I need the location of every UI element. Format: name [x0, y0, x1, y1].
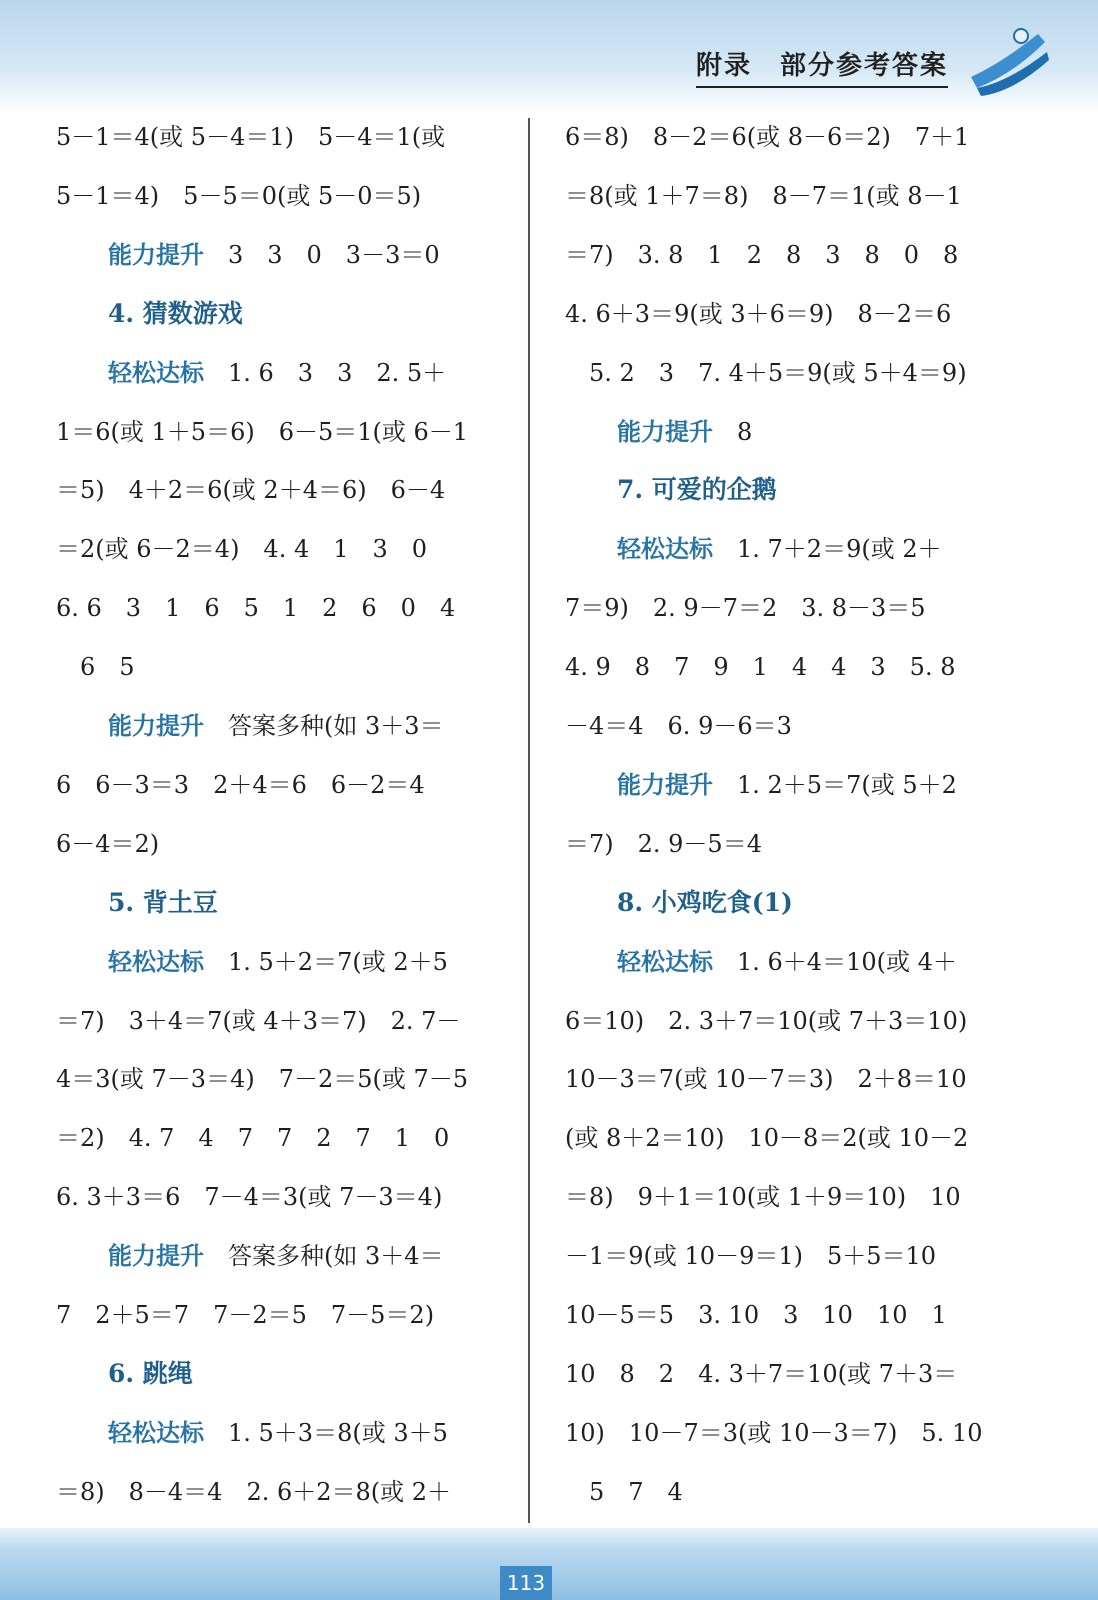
answer-line: －4＝4 6. 9－6＝3: [565, 712, 792, 740]
answer-line: ＝7) 3. 8 1 2 8 3 8 0 8: [565, 240, 959, 269]
answer-line: [617, 534, 942, 564]
answer-text: 1. 7＋2＝9(或 2＋: [713, 535, 942, 564]
answer-line: 5. 2 3 7. 4＋5＝9(或 5＋4＝9): [565, 358, 967, 387]
answer-text: 答案多种(如 3＋4＝: [204, 1242, 444, 1271]
answer-text: 1. 6 3 3 2. 5＋: [204, 358, 447, 387]
answer-line: ＝8) 9＋1＝10(或 1＋9＝10) 10: [565, 1183, 961, 1212]
answer-line: [108, 240, 440, 270]
page-number: 113: [500, 1566, 552, 1600]
answer-line: [108, 1418, 448, 1448]
answer-text: 1. 5＋2＝7(或 2＋5: [204, 947, 448, 976]
answer-label: 能力提升: [108, 712, 204, 740]
answer-line: 10) 10－7＝3(或 10－3＝7) 5. 10: [565, 1418, 983, 1447]
answer-label: 轻松达标: [617, 947, 713, 976]
answer-line: 6 5: [56, 653, 135, 682]
answer-line: 6 6－3＝3 2＋4＝6 6－2＝4: [56, 770, 425, 799]
answer-line: －1＝9(或 10－9＝1) 5＋5＝10: [565, 1242, 937, 1271]
answer-line: [617, 947, 957, 977]
page-header-title: 附录 部分参考答案: [696, 45, 948, 88]
answer-label: 能力提升: [108, 1242, 204, 1271]
answer-line: 6. 3＋3＝6 7－4＝3(或 7－3＝4): [56, 1183, 443, 1212]
answer-label: 轻松达标: [617, 535, 713, 564]
answer-line: ＝2(或 6－2＝4) 4. 4 1 3 0: [56, 535, 428, 564]
answer-text: 1. 6＋4＝10(或 4＋: [713, 947, 957, 976]
section-heading: 8. 小鸡吃食(1): [617, 887, 793, 917]
answer-label: 轻松达标: [108, 947, 204, 976]
answer-line: ＝2) 4. 7 4 7 7 2 7 1 0: [56, 1124, 450, 1153]
answer-line: 6＝8) 8－2＝6(或 8－6＝2) 7＋1: [565, 123, 970, 151]
answer-line: (或 8＋2＝10) 10－8＝2(或 10－2: [565, 1124, 969, 1153]
answer-line: 1＝6(或 1＋5＝6) 6－5＝1(或 6－1: [56, 417, 469, 446]
answer-line: [617, 417, 752, 447]
answer-line: 6＝10) 2. 3＋7＝10(或 7＋3＝10): [565, 1006, 968, 1035]
answer-line: [108, 947, 448, 977]
answer-line: 5－1＝4) 5－5＝0(或 5－0＝5): [56, 181, 422, 210]
answer-text: 1. 2＋5＝7(或 5＋2: [713, 770, 957, 799]
answer-line: ＝7) 2. 9－5＝4: [565, 829, 762, 858]
answer-line: ＝7) 3＋4＝7(或 4＋3＝7) 2. 7－: [56, 1006, 461, 1035]
section-heading: 5. 背土豆: [108, 887, 218, 917]
column-divider: [528, 118, 530, 1523]
answer-line: [108, 711, 444, 741]
answer-line: 7 2＋5＝7 7－2＝5 7－5＝2): [56, 1301, 435, 1329]
answer-line: 10－5＝5 3. 10 3 10 10 1: [565, 1301, 947, 1329]
answer-text: 3 3 0 3－3＝0: [204, 240, 440, 269]
answer-label: 能力提升: [108, 240, 204, 269]
answer-text: 答案多种(如 3＋3＝: [204, 712, 444, 740]
answer-line: 7＝9) 2. 9－7＝2 3. 8－3＝5: [565, 594, 926, 623]
answer-label: 能力提升: [617, 770, 713, 799]
answer-label: 能力提升: [617, 417, 713, 446]
answer-label: 轻松达标: [108, 1418, 204, 1447]
answer-line: 6. 6 3 1 6 5 1 2 6 0 4: [56, 594, 456, 623]
answer-line: 5 7 4: [565, 1477, 683, 1506]
answer-line: [617, 770, 957, 800]
answer-line: ＝8(或 1＋7＝8) 8－7＝1(或 8－1: [565, 181, 962, 210]
answer-line: [108, 358, 446, 388]
answer-line: 10 8 2 4. 3＋7＝10(或 7＋3＝: [565, 1359, 958, 1388]
answer-line: 10－3＝7(或 10－7＝3) 2＋8＝10: [565, 1065, 967, 1094]
answer-line: 4. 6＋3＝9(或 3＋6＝9) 8－2＝6: [565, 299, 952, 328]
answer-line: ＝5) 4＋2＝6(或 2＋4＝6) 6－4: [56, 476, 446, 505]
answer-label: 轻松达标: [108, 358, 204, 387]
section-heading: 4. 猜数游戏: [108, 298, 243, 328]
section-heading: 6. 跳绳: [108, 1358, 193, 1388]
answer-line: 4. 9 8 7 9 1 4 4 3 5. 8: [565, 653, 956, 682]
answer-line: 5－1＝4(或 5－4＝1) 5－4＝1(或: [56, 123, 446, 151]
section-heading: 7. 可爱的企鹅: [617, 475, 777, 505]
answer-text: 8: [713, 417, 753, 446]
answer-line: 6－4＝2): [56, 829, 160, 858]
answer-line: 4＝3(或 7－3＝4) 7－2＝5(或 7－5: [56, 1065, 469, 1094]
answer-line: ＝8) 8－4＝4 2. 6＋2＝8(或 2＋: [56, 1477, 452, 1506]
answer-text: 1. 5＋3＝8(或 3＋5: [204, 1418, 448, 1447]
answer-line: [108, 1241, 444, 1271]
book-logo-icon: [963, 22, 1053, 102]
